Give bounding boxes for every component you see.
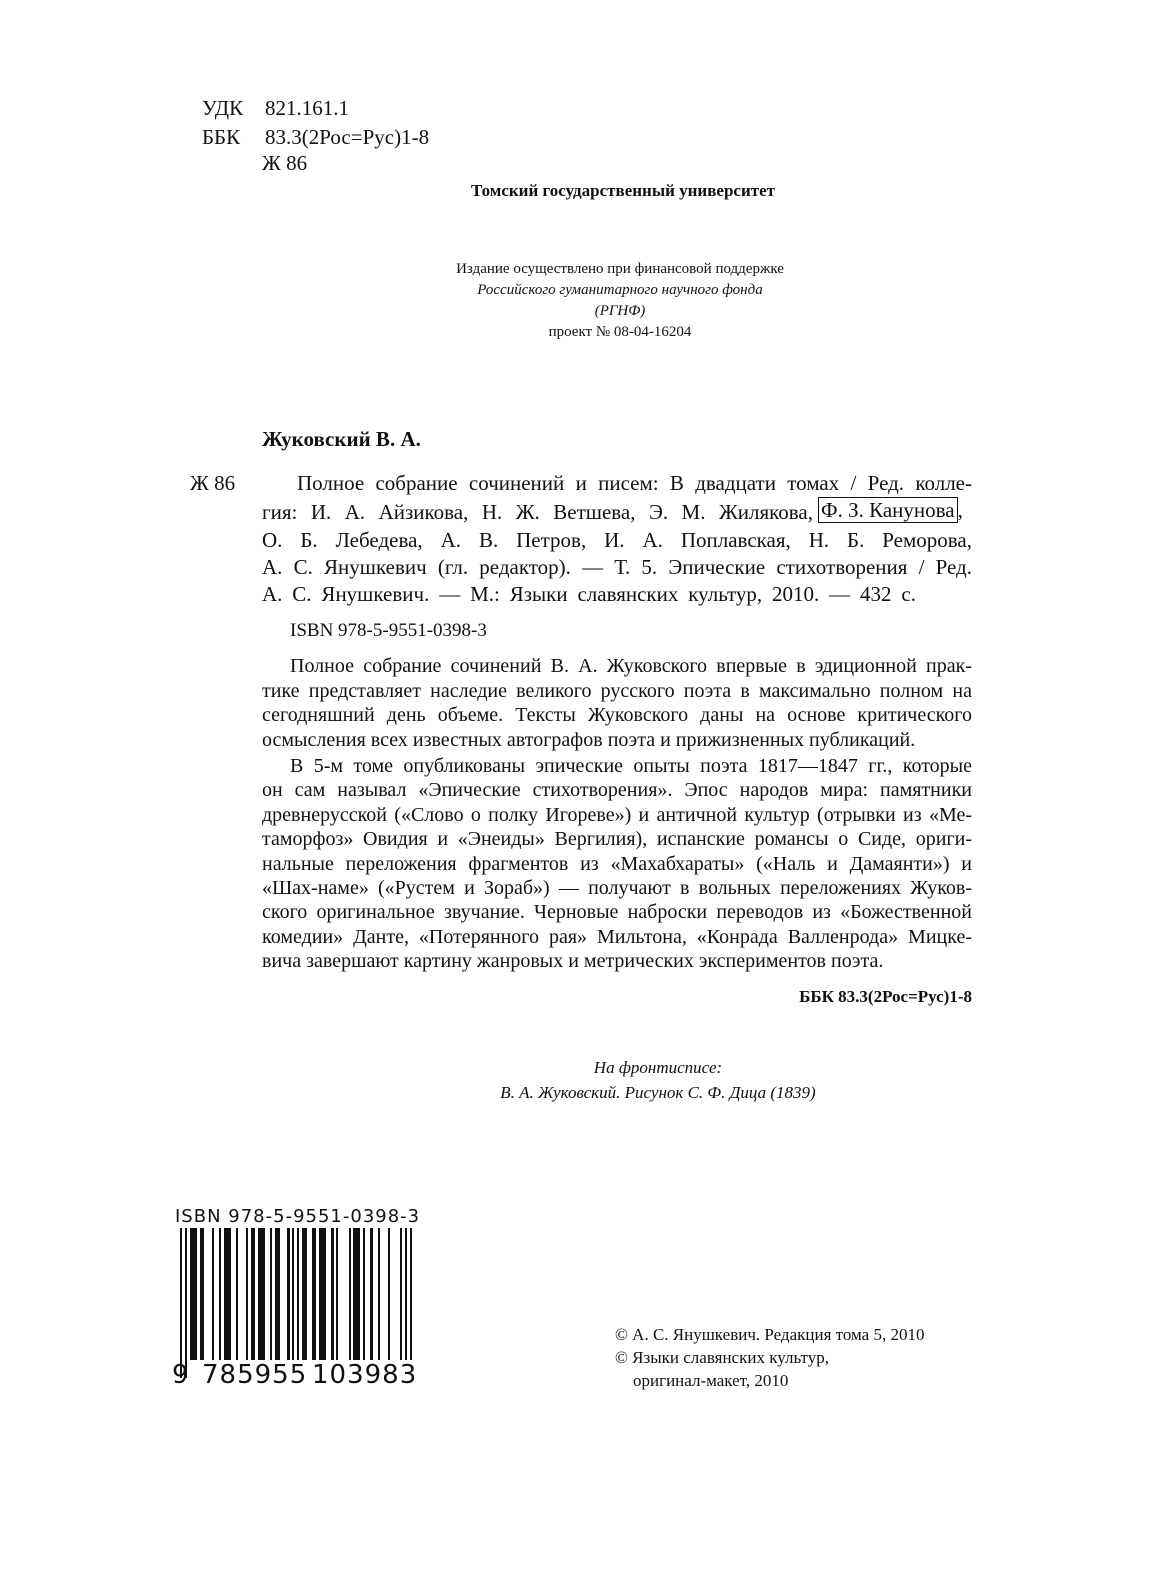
support-line: Российского гуманитарного научного фонда <box>477 282 763 298</box>
annotation-line: сегодняшний день объеме. Тексты Жуковского даны на основе критического <box>262 704 972 726</box>
support-line: (РГНФ) <box>594 303 646 319</box>
barcode-bar <box>236 1228 238 1360</box>
annotation-line: Полное собрание сочинений В. А. Жуковского впервые в эдиционной прак- <box>290 655 972 677</box>
barcode-bar <box>185 1228 187 1378</box>
barcode-bar <box>363 1228 365 1360</box>
entry-isbn: ISBN 978-5-9551-0398-3 <box>290 620 487 641</box>
entry-author: Жуковский В. А. <box>262 427 421 451</box>
annotation-bbk: ББК 83.3(2Рос=Рус)1-8 <box>799 987 972 1006</box>
frontispiece <box>428 1055 888 1105</box>
boxed-suffix: , <box>957 498 963 522</box>
annotation-line: осмысления всех известных автографов поэта и прижизненных публикаций. <box>262 729 916 751</box>
barcode-bar <box>219 1228 221 1360</box>
barcode-first-digit: 9 <box>172 1360 190 1390</box>
barcode-bar <box>353 1228 360 1360</box>
annotation-line: тике представляет наследие великого русского поэта в максимально полном на <box>262 680 972 702</box>
barcode-bar <box>292 1228 294 1378</box>
copyright-line: © Языки славянских культур, <box>615 1348 830 1367</box>
entry-mark: Ж 86 <box>190 471 236 495</box>
barcode-isbn-label: ISBN 978-5-9551-0398-3 <box>175 1206 421 1227</box>
annotation-line: вича завершают картину жанровых и метрических экспериментов поэта. <box>262 950 884 973</box>
barcode-bar <box>275 1228 280 1360</box>
barcode-bar <box>180 1228 182 1378</box>
annotation-line: В 5-м томе опубликованы эпические опыты поэта 1817—1847 гг., которые <box>290 755 972 777</box>
entry-line: Полное собрание сочинений и писем: В двадцати томах / Ред. колле- <box>297 471 972 495</box>
boxed-name: Ф. З. Канунова <box>818 497 958 523</box>
institution: Томский государственный университет <box>471 181 775 200</box>
annotation-line: древнерусской («Слово о полку Игореве») и античной культур (отрывки из «Ме- <box>262 803 972 826</box>
barcode-right-digits: 103983 <box>312 1360 418 1390</box>
barcode-bar <box>246 1228 248 1360</box>
annotation-line: «Шах-наме» («Рустем и Зораб») — получают в вольных переложениях Жуков- <box>262 877 972 899</box>
entry-line: гия: И. А. Айзикова, Н. Ж. Ветшева, Э. М. Жилякова, <box>262 500 813 524</box>
copyright-line: © А. С. Янушкевич. Редакция тома 5, 2010 <box>615 1325 925 1344</box>
annotation-line: комедии» Данте, «Потерянного рая» Мильтона, «Конрада Валленрода» Мицке- <box>262 925 972 948</box>
barcode-bar <box>378 1228 380 1360</box>
frontispiece-caption: В. А. Жуковский. Рисунок С. Ф. Дица (1839) <box>500 1083 816 1102</box>
annotation-line: нальные переложения фрагментов из «Махабхараты» («Наль и Дамаянти») и <box>262 852 972 875</box>
barcode-bar <box>349 1228 351 1360</box>
entry-boxed-name <box>818 498 963 523</box>
barcode <box>180 1228 412 1378</box>
frontispiece-label: На фронтисписе: <box>593 1058 723 1077</box>
support-line: Издание осуществлено при финансовой поддержке <box>456 261 784 277</box>
barcode-bar <box>336 1228 338 1360</box>
support-note <box>420 259 820 343</box>
barcode-bar <box>302 1228 307 1360</box>
barcode-bar <box>388 1228 390 1360</box>
bbk-label: ББК <box>202 125 241 149</box>
barcode-bar <box>297 1228 299 1378</box>
annotation-line: ского оригинальное звучание. Черновые наброски переводов из «Божественной <box>262 901 972 924</box>
barcode-bar <box>200 1228 205 1360</box>
bbk-value: 83.3(2Рос=Рус)1-8 <box>265 125 430 149</box>
udk-label: УДК <box>202 96 244 120</box>
barcode-bar <box>190 1228 197 1360</box>
barcode-bar <box>258 1228 265 1360</box>
barcode-bar <box>410 1228 412 1378</box>
barcode-bar <box>270 1228 272 1360</box>
barcode-left-digits: 785955 <box>202 1360 308 1390</box>
copyright <box>615 1323 924 1392</box>
barcode-bar <box>370 1228 372 1360</box>
author-mark: Ж 86 <box>262 151 308 175</box>
udk-value: 821.161.1 <box>265 96 349 120</box>
support-line: проект № 08-04-16204 <box>548 324 692 340</box>
barcode-bar <box>405 1228 407 1378</box>
annotation-line: он сам называл «Эпические стихотворения». Эпос народов мира: памятники <box>262 779 972 802</box>
barcode-bar <box>212 1228 214 1360</box>
annotation-line: таморфоз» Овидия и «Энеиды» Вергилия), испанские романсы о Сиде, ориги- <box>262 828 972 851</box>
barcode-bar <box>331 1228 333 1360</box>
entry-line: О. Б. Лебедева, А. В. Петров, И. А. Поплавская, Н. Б. Реморова, <box>262 528 972 552</box>
copyright-line: оригинал-макет, 2010 <box>633 1371 789 1390</box>
barcode-bar <box>319 1228 326 1360</box>
entry-line: А. С. Янушкевич (гл. редактор). — Т. 5. Эпические стихотворения / Ред. <box>262 555 972 579</box>
barcode-bar <box>400 1228 402 1360</box>
barcode-bar <box>312 1228 317 1360</box>
barcode-bar <box>251 1228 256 1360</box>
entry-line: А. С. Янушкевич. — М.: Языки славянских культур, 2010. — 432 с. <box>262 582 916 606</box>
barcode-bar <box>224 1228 231 1360</box>
barcode-bar <box>287 1228 289 1360</box>
